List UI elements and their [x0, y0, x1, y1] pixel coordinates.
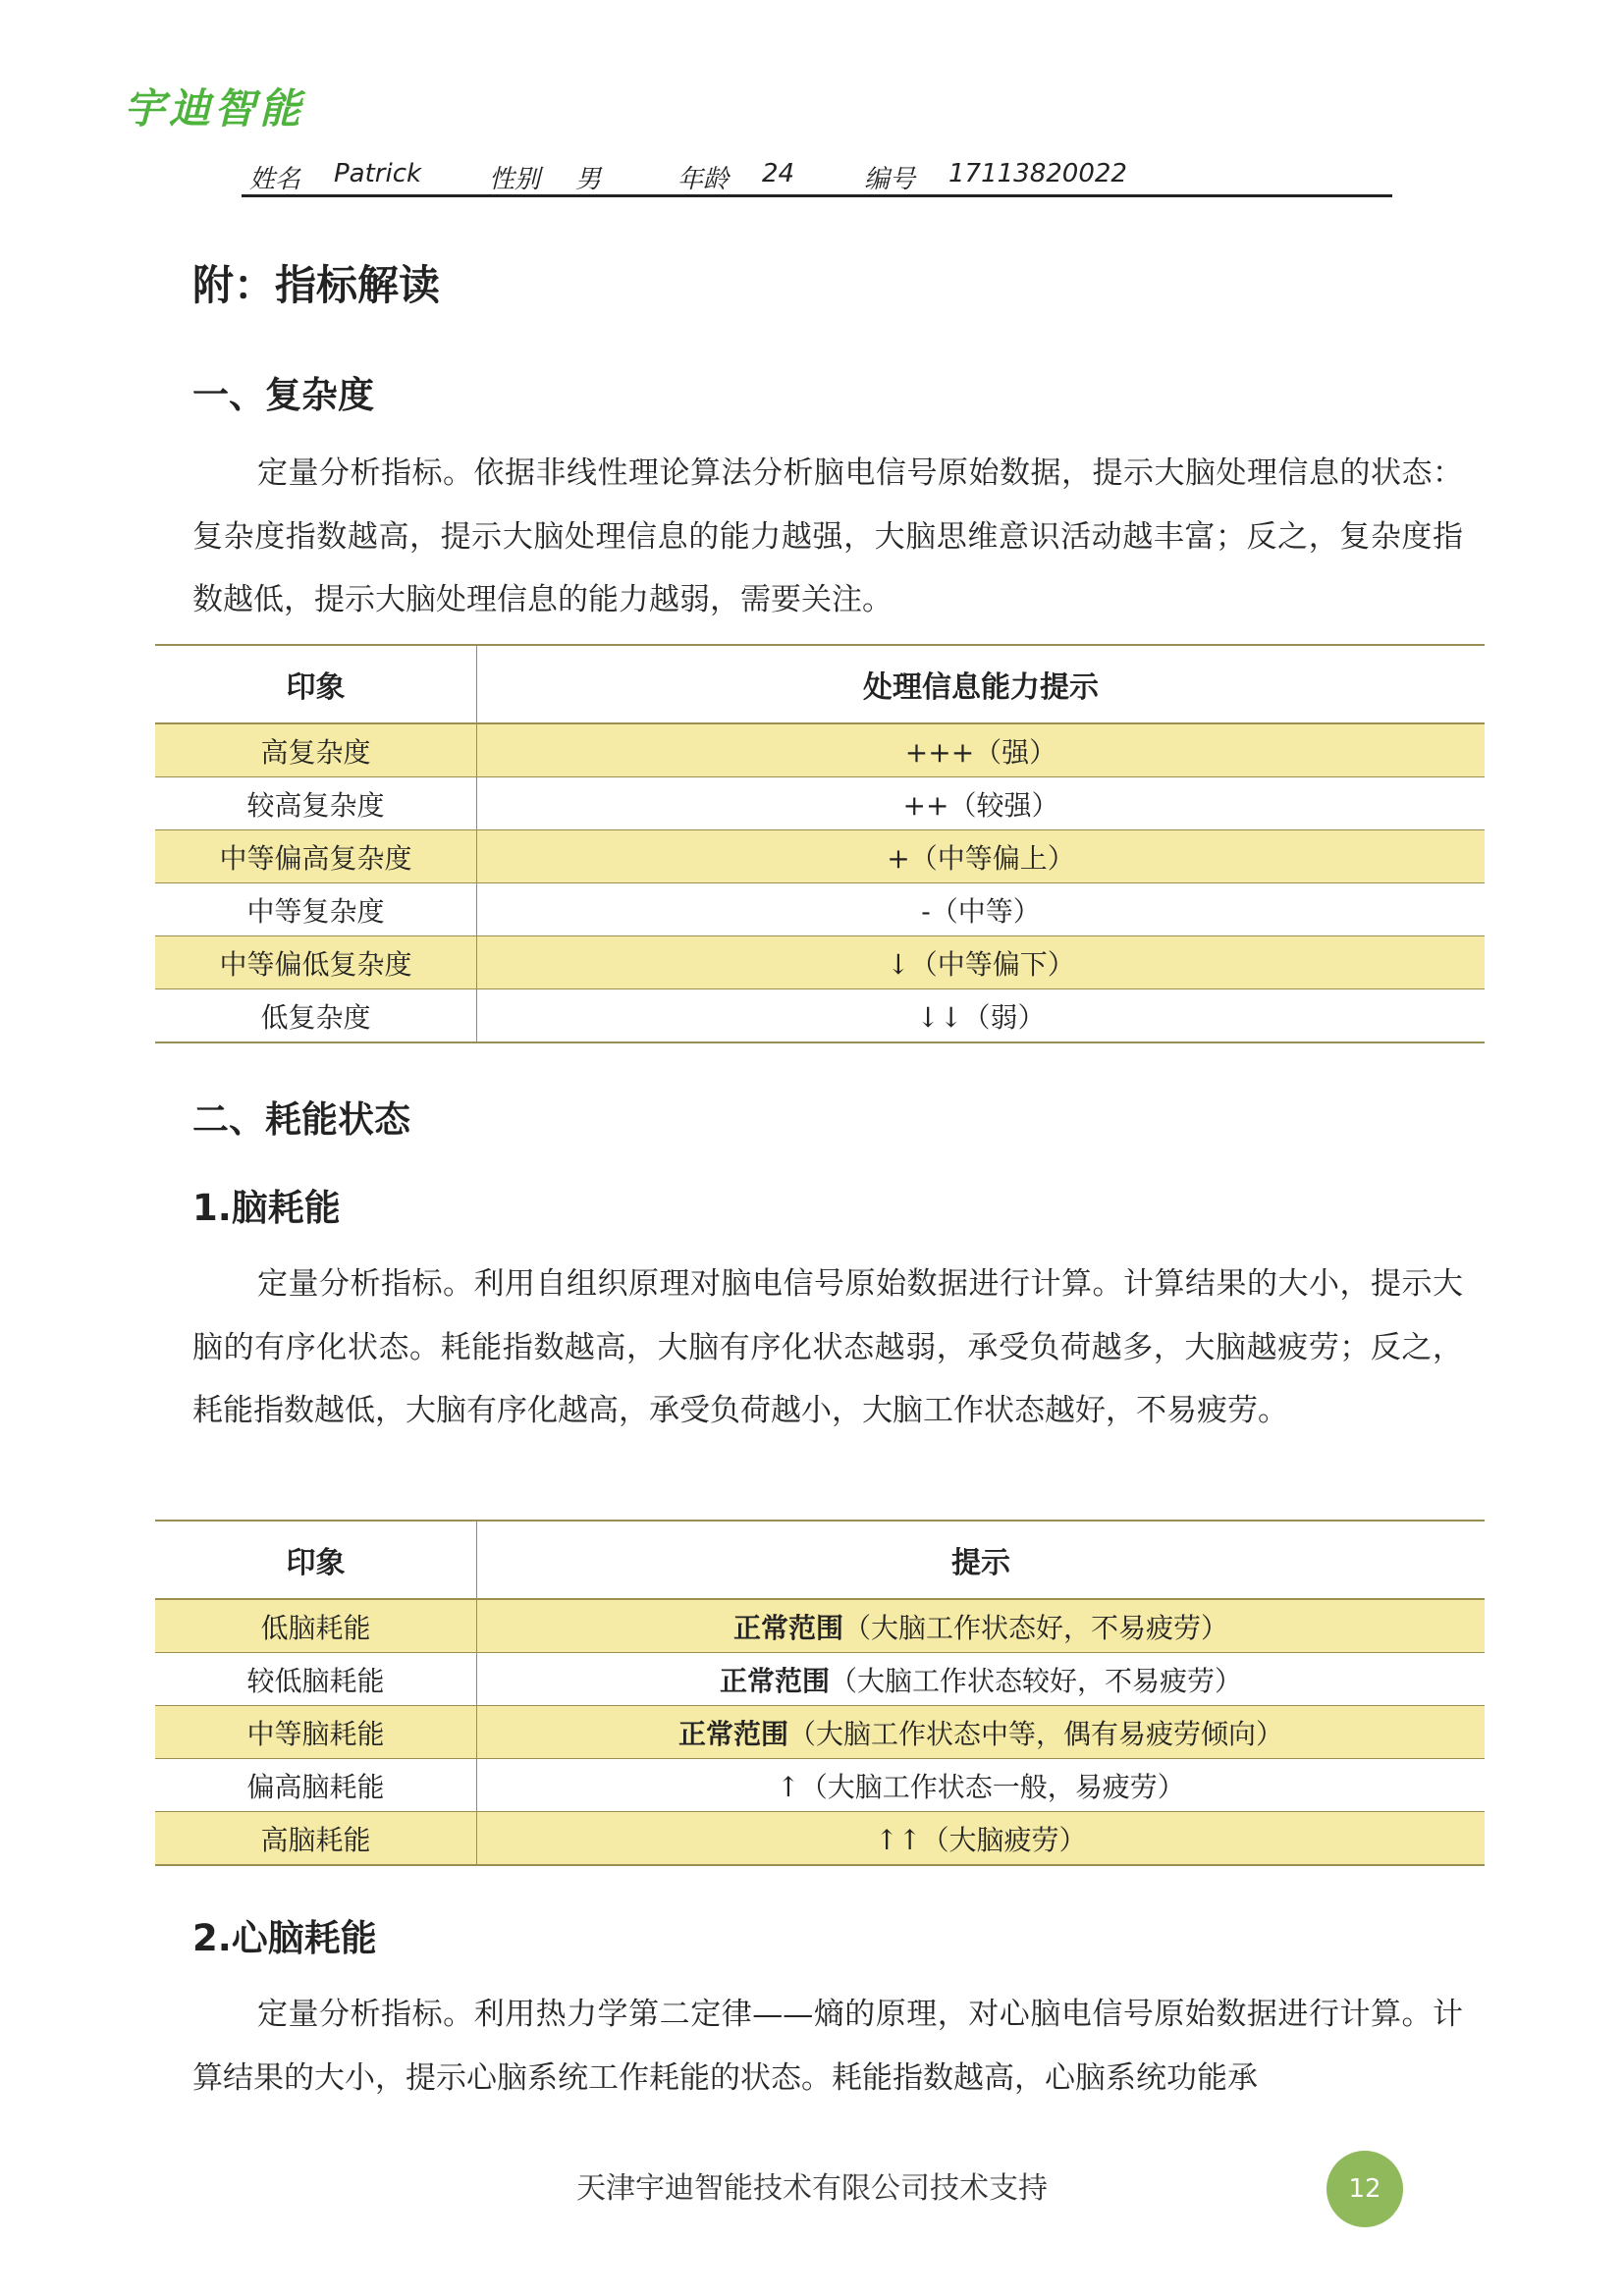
table-header-impression: 印象: [155, 645, 477, 723]
hint-cell: ↓（中等偏下）: [477, 936, 1486, 989]
hint-text: （大脑工作状态较好，不易疲劳）: [830, 1664, 1243, 1697]
complexity-table: [155, 644, 1485, 1043]
hint-cell: [477, 1812, 1486, 1866]
table-row: [155, 830, 1485, 883]
name-label: 姓名: [249, 165, 301, 194]
section1-paragraph: 定量分析指标。依据非线性理论算法分析脑电信号原始数据，提示大脑处理信息的状态：复杂度指数越高，提示大脑处理信息的能力越强，大脑思维意识活动越丰富；反之，复杂度指数越低，提示大脑处理信息的能力越弱，需要关注。: [192, 455, 1463, 617]
brain-energy-table: [155, 1520, 1485, 1866]
impression-cell: 高脑耗能: [155, 1812, 477, 1866]
company-logo: 宇迪智能: [124, 84, 305, 133]
hint-cell: ++（较强）: [477, 777, 1486, 830]
impression-cell: 低复杂度: [155, 989, 477, 1043]
table-row: [155, 1706, 1485, 1759]
table-header-hint: 提示: [477, 1521, 1486, 1599]
impression-cell: 较高复杂度: [155, 777, 477, 830]
table-row: [155, 883, 1485, 936]
hint-bold: 正常范围: [677, 1717, 788, 1750]
hint-cell: +（中等偏上）: [477, 830, 1486, 883]
gender-value: 男: [575, 165, 602, 194]
page-number-badge: 12: [1326, 2151, 1403, 2227]
impression-cell: 中等复杂度: [155, 883, 477, 936]
hint-cell: [477, 1706, 1486, 1759]
hint-text: ↑（大脑工作状态一般，易疲劳）: [777, 1770, 1185, 1803]
table-row: [155, 777, 1485, 830]
hint-text: （大脑工作状态中等，偶有易疲劳倾向）: [788, 1717, 1284, 1750]
table-header-impression: 印象: [155, 1521, 477, 1599]
table-row: [155, 1599, 1485, 1653]
subsection2-paragraph: 定量分析指标。利用热力学第二定律——熵的原理，对心脑电信号原始数据进行计算。计算结果的大小，提示心脑系统工作耗能的状态。耗能指数越高，心脑系统功能承: [192, 1997, 1463, 2096]
subsection1-paragraph: 定量分析指标。利用自组织原理对脑电信号原始数据进行计算。计算结果的大小，提示大脑的有序化状态。耗能指数越高，大脑有序化状态越弱，承受负荷越多，大脑越疲劳；反之，耗能指数越低，大脑有序化越高，承受负荷越小，大脑工作状态越好，不易疲劳。: [192, 1266, 1463, 1428]
hint-text: ↑↑（大脑疲劳）: [875, 1823, 1087, 1856]
patient-info-bar: [242, 151, 1392, 197]
table-row: [155, 723, 1485, 777]
hint-bold: 正常范围: [719, 1664, 830, 1697]
impression-cell: 偏高脑耗能: [155, 1759, 477, 1812]
subsection2-heading: 2.心脑耗能: [192, 1917, 377, 1959]
age-value: 24: [762, 159, 795, 188]
hint-cell: [477, 1599, 1486, 1653]
impression-cell: 低脑耗能: [155, 1599, 477, 1653]
table-row: [155, 1812, 1485, 1866]
table-row: [155, 1653, 1485, 1706]
impression-cell: 中等偏高复杂度: [155, 830, 477, 883]
hint-cell: -（中等）: [477, 883, 1486, 936]
impression-cell: 中等脑耗能: [155, 1706, 477, 1759]
hint-cell: [477, 1759, 1486, 1812]
impression-cell: 高复杂度: [155, 723, 477, 777]
subsection1-heading: 1.脑耗能: [192, 1187, 341, 1229]
hint-bold: 正常范围: [732, 1611, 843, 1644]
id-label: 编号: [864, 165, 916, 194]
table-header-hint: 处理信息能力提示: [477, 645, 1486, 723]
impression-cell: 较低脑耗能: [155, 1653, 477, 1706]
impression-cell: 中等偏低复杂度: [155, 936, 477, 989]
hint-cell: [477, 1653, 1486, 1706]
hint-cell: ↓↓（弱）: [477, 989, 1486, 1043]
footer-company: 天津宇迪智能技术有限公司技术支持: [576, 2171, 1048, 2206]
gender-label: 性别: [489, 165, 541, 194]
page-title: 附：指标解读: [192, 261, 441, 309]
section2-heading: 二、耗能状态: [192, 1098, 410, 1141]
table-row: [155, 1759, 1485, 1812]
hint-text: （大脑工作状态好，不易疲劳）: [843, 1611, 1229, 1644]
name-value: Patrick: [334, 159, 422, 188]
section1-heading: 一、复杂度: [192, 374, 374, 416]
table-row: [155, 936, 1485, 989]
age-label: 年龄: [677, 165, 730, 194]
hint-cell: +++（强）: [477, 723, 1486, 777]
id-value: 17113820022: [948, 159, 1127, 188]
table-row: [155, 989, 1485, 1043]
